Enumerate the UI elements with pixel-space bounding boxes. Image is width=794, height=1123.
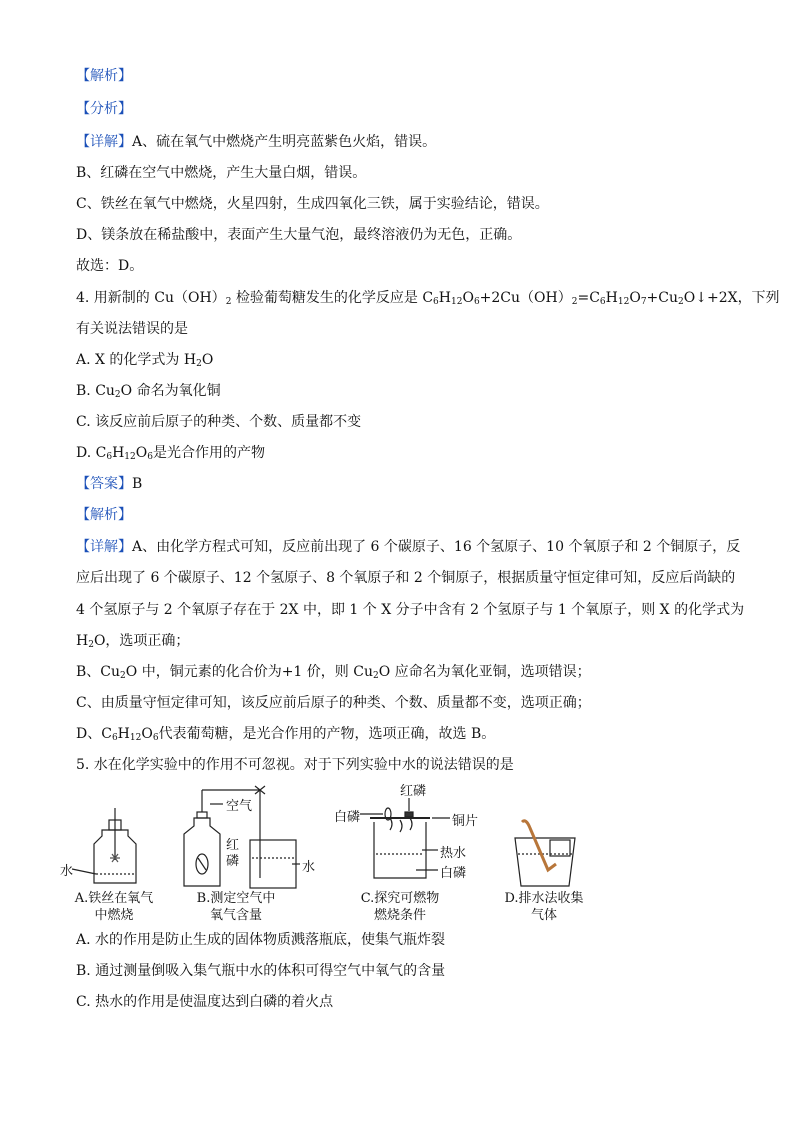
fig-d-caption (496, 890, 592, 924)
q4-option-a (76, 350, 213, 370)
subscript: 6 (473, 297, 480, 307)
q4-option-b (76, 381, 221, 401)
fig-c-label-white2: 白磷 (440, 866, 467, 881)
detail-line-a (76, 132, 436, 152)
fig-b-label-red1: 红 (226, 838, 240, 853)
subscript: 7 (640, 297, 647, 307)
fig-a-jar (72, 808, 136, 883)
detail-line-b: B、红磷在空气中燃烧，产生大量白烟，错误。 (76, 165, 367, 181)
subscript: 6 (599, 297, 606, 307)
fig-c-label-red: 红磷 (400, 784, 427, 799)
heading-daan: 【答案】 (76, 476, 132, 492)
text: H (605, 290, 618, 306)
text: O 应命名为氧化亚铜，选项错误； (378, 664, 591, 680)
text: H (76, 633, 89, 649)
q5-option-b: B. 通过测量倒吸入集气瓶中水的体积可得空气中氧气的含量 (76, 963, 446, 979)
text: O (629, 290, 641, 306)
fig-b-label-red2: 磷 (226, 854, 240, 869)
subscript: 6 (147, 452, 153, 462)
caption-line: 氧气含量 (209, 908, 262, 923)
caption-line: 中燃烧 (94, 908, 134, 923)
text: 是光合作用的产物 (152, 445, 265, 461)
subscript: 12 (451, 297, 463, 307)
text: O，选项正确； (93, 633, 190, 649)
fig-c-beaker (360, 798, 450, 878)
subscript: 12 (617, 297, 630, 307)
text: A. X 的化学式为 H (76, 352, 197, 368)
q4-stem-line2: 有关说法错误的是 (76, 321, 188, 337)
fig-c-caption (352, 890, 448, 924)
q5-stem: 5. 水在化学实验中的作用不可忽视。对于下列实验中水的说法错误的是 (76, 757, 514, 773)
experiment-figures (60, 778, 620, 928)
subscript: 2 (196, 359, 202, 369)
answer-line: 故选：D。 (76, 258, 144, 274)
q4-answer (76, 474, 142, 494)
caption-line: 燃烧条件 (373, 908, 426, 923)
fig-b-label-air: 空气 (226, 799, 253, 814)
subscript: 2 (571, 297, 578, 307)
subscript: 6 (106, 452, 113, 462)
text: O (201, 352, 214, 368)
text: O (462, 290, 474, 306)
text: D、C (76, 726, 112, 742)
text: +Cu (646, 290, 679, 306)
text: D. C (76, 445, 107, 461)
q4-detail-c: C、由质量守恒定律可知，该反应前后原子的种类、个数、质量都不变，选项正确； (76, 695, 591, 711)
fig-c-label-hot-water: 热水 (440, 846, 467, 861)
q4-detail-d (76, 724, 495, 744)
text: =C (577, 290, 600, 306)
subscript: 2 (88, 640, 94, 650)
fig-b-label-water: 水 (302, 860, 316, 875)
fig-c-label-white1: 白磷 (334, 810, 361, 825)
text: H (112, 445, 125, 461)
subscript: 6 (111, 733, 118, 743)
heading-xiangjie: 【详解】 (76, 539, 132, 555)
text: 检验葡萄糖发生的化学反应是 C (235, 290, 434, 306)
fig-a-label-water: 水 (60, 864, 74, 879)
q4-stem (76, 288, 780, 308)
caption-line: B.测定空气中 (196, 891, 276, 906)
subscript: 6 (433, 297, 439, 307)
subscript: 6 (152, 733, 159, 743)
text: H (117, 726, 130, 742)
q4-option-d (76, 443, 265, 463)
subscript: 12 (129, 733, 142, 743)
caption-line: D.排水法收集 (504, 891, 584, 906)
q4-detail-line3: 4 个氢原子与 2 个氧原子存在于 2X 中，即 1 个 X 分子中含有 2 个氢原子与 1 个氧原子，则 X 的化学式为 (76, 602, 745, 618)
answer-value: B (132, 476, 143, 492)
subscript: 2 (120, 671, 126, 681)
subscript: 2 (225, 297, 232, 307)
subscript: 2 (372, 671, 379, 681)
q4-detail-line4 (76, 631, 189, 651)
text: O 中，铜元素的化合价为+1 价，则 Cu (125, 664, 373, 680)
fig-c-label-copper: 铜片 (452, 814, 479, 829)
caption-line: 气体 (530, 908, 557, 923)
q5-option-a: A. 水的作用是防止生成的固体物质溅落瓶底，使集气瓶炸裂 (76, 932, 446, 948)
text: B. Cu (76, 383, 115, 399)
text: O (135, 445, 148, 461)
q4-option-c: C. 该反应前后原子的种类、个数、质量都不变 (76, 414, 362, 430)
heading-jiexi: 【解析】 (76, 68, 132, 84)
q4-heading-jiexi: 【解析】 (76, 507, 132, 523)
fig-d-trough (515, 821, 575, 886)
text: H (438, 290, 451, 306)
fig-a-caption (66, 890, 162, 924)
subscript: 2 (678, 297, 684, 307)
caption-line: A.铁丝在氧气 (74, 891, 154, 906)
text: 代表葡萄糖，是光合作用的产物，选项正确，故选 B。 (158, 726, 496, 742)
detail-line-d: D、镁条放在稀盐酸中，表面产生大量气泡，最终溶液仍为无色，正确。 (76, 227, 522, 243)
fig-b-caption (188, 890, 284, 924)
subscript: 12 (124, 452, 136, 462)
text: A、由化学方程式可知，反应前出现了 6 个碳原子、16 个氢原子、10 个氧原子和 2 个铜原子，反 (132, 539, 741, 555)
text: 4. 用新制的 Cu（OH） (76, 290, 226, 306)
q4-detail-line1 (76, 537, 740, 557)
q4-detail-b (76, 662, 591, 682)
text: B、Cu (76, 664, 121, 680)
heading-xiangjie: 【详解】 (76, 134, 132, 150)
text: O 命名为氧化铜 (120, 383, 221, 399)
q5-option-c: C. 热水的作用是使温度达到白磷的着火点 (76, 994, 334, 1010)
detail-text: A、硫在氧气中燃烧产生明亮蓝紫色火焰，错误。 (132, 134, 437, 150)
text: O↓+2X，下列 (683, 290, 780, 306)
caption-line: C.探究可燃物 (360, 891, 440, 906)
subscript: 2 (114, 390, 121, 400)
text: +2Cu（OH） (479, 290, 572, 306)
text: O (141, 726, 153, 742)
detail-line-c: C、铁丝在氧气中燃烧，火星四射，生成四氧化三铁，属于实验结论，错误。 (76, 196, 549, 212)
q4-detail-line2: 应后出现了 6 个碳原子、12 个氢原子、8 个氧原子和 2 个铜原子，根据质量守恒定律可知，反应后尚缺的 (76, 570, 736, 586)
heading-fenxi: 【分析】 (76, 101, 132, 117)
